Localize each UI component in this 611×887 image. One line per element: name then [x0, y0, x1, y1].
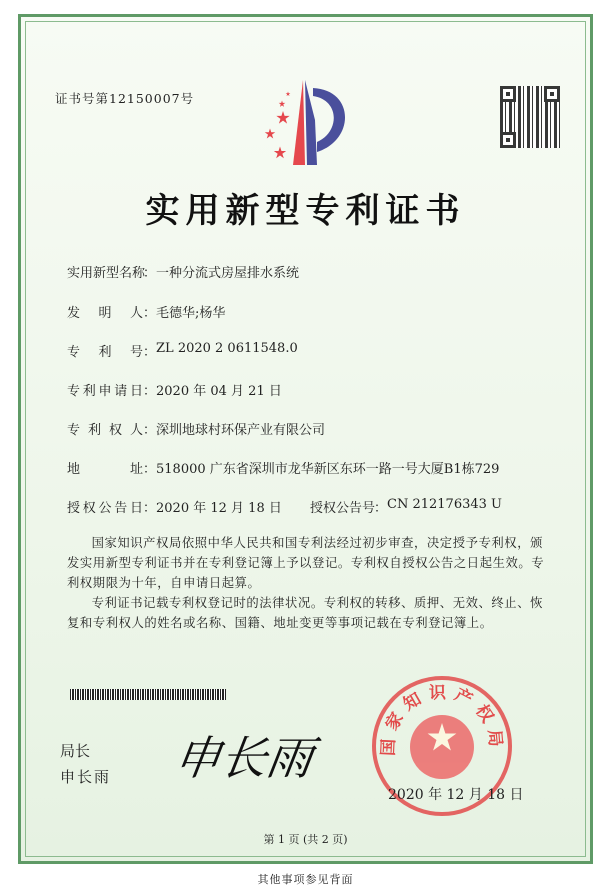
statement-paragraph: 国家知识产权局依照中华人民共和国专利法经过初步审查，决定授予专利权，颁发实用新型专利证书并在专利登记簿上予以登记。专利权自授权公告之日起生效。专利权期限为十年，自申请日起算。 — [67, 536, 545, 590]
field-label: 实用新型名称 — [67, 266, 146, 281]
field-label: 专利号 — [67, 345, 143, 360]
field-grant-date — [67, 497, 282, 516]
field-application-date — [67, 380, 282, 399]
statement-paragraph: 专利证书记载专利权登记时的法律状况。专利权的转移、质押、无效、终止、恢复和专利权人的姓名或名称、国籍、地址变更等事项记载在专利登记簿上。 — [67, 596, 543, 630]
field-value: 一种分流式房屋排水系统 — [156, 266, 300, 281]
field-label: 专利申请日 — [67, 384, 143, 399]
field-patentee — [67, 419, 325, 438]
field-value: 毛德华;杨华 — [156, 306, 226, 321]
footer-note: 其他事项参见背面 — [257, 873, 354, 886]
field-patent-number — [67, 341, 298, 360]
certificate-title: 实用新型专利证书 — [145, 191, 466, 231]
star-icon — [274, 147, 286, 159]
star-icon — [279, 101, 286, 107]
colon: ： — [143, 266, 157, 281]
field-label: 发明人 — [67, 306, 143, 321]
colon: ： — [143, 306, 157, 321]
signatory-title: 局长 — [60, 742, 91, 760]
field-value: 2020 年 04 月 21 日 — [156, 384, 282, 399]
star-icon — [265, 129, 275, 139]
colon: ： — [143, 423, 157, 438]
field-label: 专利权人 — [67, 423, 143, 438]
signatory-name: 申长雨 — [60, 768, 112, 786]
colon: ： — [143, 384, 157, 399]
star-icon — [286, 92, 291, 97]
field-label: 授权公告日 — [67, 501, 143, 516]
handwritten-signature: 申长雨 — [170, 731, 317, 785]
field-address — [67, 458, 499, 477]
star-icon — [276, 111, 289, 124]
certificate-number: 证书号第12150007号 — [55, 91, 195, 106]
colon: ： — [374, 501, 388, 516]
field-announcement-number — [310, 497, 502, 516]
barcode — [70, 689, 226, 700]
qr-code — [500, 86, 560, 148]
colon: ： — [143, 501, 157, 516]
field-label: 地址 — [67, 462, 143, 477]
svg-text:国家知识产权局: 国家知识产权局 — [378, 683, 506, 757]
seal-date: 2020 年 12 月 18 日 — [388, 787, 524, 803]
field-inventor — [67, 302, 225, 321]
certificate-statement — [67, 533, 549, 633]
colon: ： — [143, 345, 157, 360]
cnipa-logo — [255, 80, 355, 165]
field-value: 2020 年 12 月 18 日 — [156, 501, 282, 516]
field-utility-model-name — [67, 262, 299, 281]
page-indicator: 第 1 页 (共 2 页) — [263, 833, 348, 846]
field-value: 深圳地球村环保产业有限公司 — [156, 423, 326, 438]
field-value: CN 212176343 U — [387, 497, 502, 512]
field-value: 518000 广东省深圳市龙华新区东环一路一号大厦B1栋729 — [156, 462, 500, 477]
colon: ： — [143, 462, 157, 477]
field-label: 授权公告号 — [310, 501, 376, 516]
field-value: ZL 2020 2 0611548.0 — [156, 341, 298, 356]
